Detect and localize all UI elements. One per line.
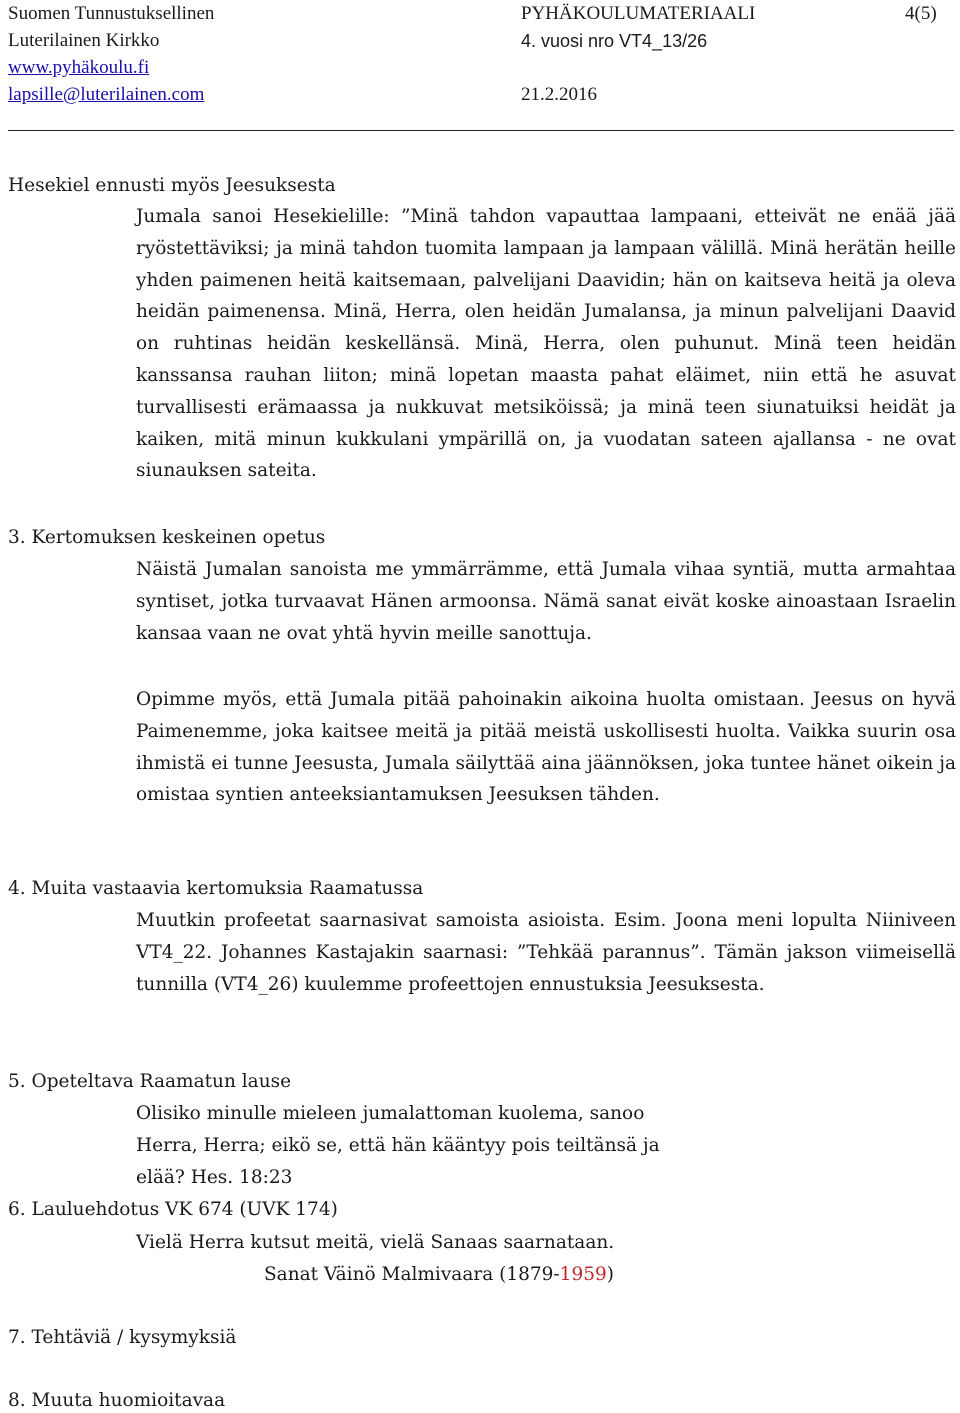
- section-heading-notes: 8. Muuta huomioitavaa: [8, 1390, 226, 1411]
- section-heading-tasks: 7. Tehtäviä / kysymyksiä: [8, 1327, 237, 1348]
- song-credit-year: 1959: [559, 1264, 607, 1285]
- section-heading-teaching: 3. Kertomuksen keskeinen opetus: [8, 527, 326, 548]
- song-credit-suffix: ): [606, 1264, 614, 1285]
- lesson-date: 21.2.2016: [521, 84, 597, 105]
- section-heading-similar-stories: 4. Muita vastaavia kertomuksia Raamatussa: [8, 878, 424, 899]
- similar-stories-text: Muutkin profeetat saarnasivat samoista asioista. Esim. Joona meni lopulta Niiniveen VT4_22. Johannes Kastajakin saarnasi: ”Tehkää parannus”. Tämän jakson viimeisellä tunnilla (VT4_26) kuulemme profeettojen ennustuksia Jeesuksesta.: [136, 910, 956, 995]
- prophecy-quote: Jumala sanoi Hesekielille: ”Minä tahdon vapauttaa lampaani, etteivät ne enää jää ryöstettäviksi; ja minä tahdon tuomita lampaan ja lampaan välillä. Minä herätän heille yhden paimenen heitä kaitsemaan, palvelijani Daavidin; hän on kaitseva heitä ja oleva heidän paimenensa. Minä, Herra, olen heidän Jumalansa, ja minun palvelijani Daavid on ruhtinas heidän keskellänsä. Minä, Herra, olen puhunut. Minä teen heidän kanssansa rauhan liiton; minä lopetan maasta pahat eläimet, niin että he asuvat turvallisesti erämaassa ja nukkuvat metsiköissä; ja minä teen siunatuiksi heidät ja kaiken, mitä minun kukkulani ympärillä on, ja vuodatan sateen ajallansa - ne ovat siunauksen sateita.: [136, 206, 956, 482]
- section-heading-prophecy: Hesekiel ennusti myös Jeesuksesta: [8, 175, 336, 196]
- header-divider: [8, 130, 954, 131]
- teaching-paragraph-2: Opimme myös, että Jumala pitää pahoinakin aikoina huolta omistaan. Jeesus on hyvä Paimenemme, joka kaitsee meitä ja pitää meistä uskollisesti huolta. Vaikka suurin osa ihmistä ei tunne Jeesusta, Jumala säilyttää aina jäännöksen, joka tuntee hänet oikein ja omistaa syntien anteeksiantamuksen Jeesuksen tähden.: [136, 689, 956, 806]
- song-first-line: Vielä Herra kutsut meitä, vielä Sanaas saarnataan.: [136, 1232, 615, 1253]
- material-title: PYHÄKOULUMATERIAALI: [521, 3, 756, 24]
- section-heading-memory-verse: 5. Opeteltava Raamatun lause: [8, 1071, 292, 1092]
- email-link[interactable]: lapsille@luterilainen.com: [8, 84, 205, 105]
- org-name-line1: Suomen Tunnustuksellinen: [8, 3, 215, 24]
- song-credit-prefix: Sanat Väinö Malmivaara (1879-: [264, 1264, 560, 1285]
- song-credit: [264, 1263, 614, 1287]
- memory-verse-text: Olisiko minulle mieleen jumalattoman kuolema, sanoo Herra, Herra; eikö se, että hän kääntyy pois teiltänsä ja elää? Hes. 18:23: [136, 1103, 660, 1188]
- website-link[interactable]: www.pyhäkoulu.fi: [8, 57, 150, 78]
- section-heading-song: 6. Lauluehdotus VK 674 (UVK 174): [8, 1199, 338, 1220]
- teaching-paragraph-1: Näistä Jumalan sanoista me ymmärrämme, että Jumala vihaa syntiä, mutta armahtaa syntiset, jotka turvaavat Hänen armoonsa. Nämä sanat eivät koske ainoastaan Israelin kansaa vaan ne ovat yhtä hyvin meille sanottuja.: [136, 559, 956, 644]
- lesson-code: 4. vuosi nro VT4_13/26: [521, 31, 708, 51]
- page-number: 4(5): [905, 3, 937, 24]
- org-name-line2: Luterilainen Kirkko: [8, 30, 160, 51]
